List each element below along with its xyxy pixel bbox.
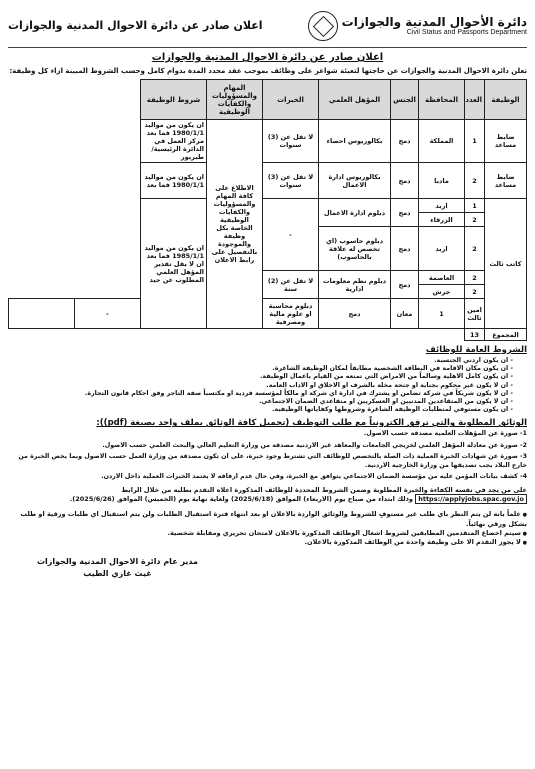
header-qualification: المؤهل العلمي: [319, 80, 391, 120]
header-experience: الخبرات: [263, 80, 319, 120]
advertisement-title: اعلان صادر عن دائرة الاحوال المدنية والجوازات: [151, 52, 384, 63]
apply-note-text: على من يجد في نفسه الكفاءة والخبرة المطلوبة وضمن الشروط المحددة للوظائف المذكورة اعلاه التقدم بطلبه من خلال الرابط: [121, 485, 527, 494]
header-governorate: المحافظة: [419, 80, 465, 120]
header-gender: الجنس: [391, 80, 419, 120]
cell-count: 1: [465, 120, 485, 163]
documents-list: [8, 430, 527, 482]
cell-experience: لا تقل عن (2) سنة: [263, 271, 319, 299]
list-item: ● علماً بانه لن يتم النظر باي طلب غير مستوفٍ للشروط والوثائق الواردة بالاعلان او بعد انتهاء فترة استقبال الطلبات ولن يتم استقبال اي طلبات ورقية او طلب بشكل ورقي نهائياً.: [8, 510, 527, 529]
header-duties: المهام والمسؤوليات والكفايات الوظيفية: [207, 80, 263, 120]
cell-duties: الاطلاع على كافة المهام والمسؤوليات والكفايات الوظيفية الخاصة بكل وظيفة والموجودة بالتفصيل على رابط الاعلان: [207, 120, 263, 329]
signature-name: غيث غازي الطيب: [83, 569, 152, 579]
department-logo: [308, 11, 527, 41]
cell-qualification: بكالوريوس احصاء: [319, 120, 391, 163]
total-value: 13: [465, 329, 485, 341]
table-row: [9, 271, 527, 285]
cell-governorate: معان: [391, 299, 419, 329]
table-row: [9, 120, 527, 163]
cell-qualification: بكالوريوس ادارة الاعمال: [319, 163, 391, 199]
cell-qualification: دبلوم ادارة الاعمال: [319, 199, 391, 227]
list-item: - ان يكون اردني الجنسية.: [8, 357, 513, 365]
cell-qualification: دبلوم حاسوب (اي تخصص له علاقة بالحاسوب): [319, 227, 391, 271]
cell-count: 2: [465, 227, 485, 271]
total-label: المجموع: [485, 329, 527, 341]
cell-gender: دمج: [391, 163, 419, 199]
cell-job: ضابط مساعد: [485, 120, 527, 163]
cell-experience: -: [263, 199, 319, 271]
page-header: [8, 4, 527, 48]
signature-block: [8, 556, 227, 580]
cell-conditions: [9, 299, 75, 329]
cell-count: 2: [465, 285, 485, 299]
list-item: 2- صورة عن معادلة المؤهل العلمي لخريجي الجامعات والمعاهد غير الاردنية مصدقة من وزارة التعليم العالي والبحث العلمي حسب الاصول.: [102, 441, 527, 449]
logo-arabic-name: دائرة الأحوال المدنية والجوازات: [341, 15, 527, 29]
cell-count: 2: [465, 163, 485, 199]
cell-job: كاتب ثالث: [485, 199, 527, 329]
cell-count: 1: [419, 299, 465, 329]
list-item: - ان لا يكون شريكاً في شركة تضامن او يشترك في ادارة اي شركة او مالكاً لمؤسسة فردية او مكتسباً صفة التاجر وفق احكام قانون التجارة.: [8, 390, 513, 398]
apply-link[interactable]: https://applyjobs.spac.gov.jo: [415, 494, 527, 504]
signature-title: مدير عام دائرة الاحوال المدنية والجوازات: [36, 557, 198, 567]
list-item: - ان يكون مستوفي لمتطلبات الوظيفة الشاغرة وشروطها وكفاياتها الوظيفية.: [8, 406, 513, 414]
list-item: ● لا يجوز التقدم الا على وظيفة واحدة من الوظائف المذكورة بالاعلان.: [8, 538, 527, 548]
table-row: [9, 163, 527, 199]
list-item: - ان لا يكون غير محكوم بجناية او جنحة مخلة بالشرف او الاخلاق او الاداب العامة.: [8, 382, 513, 390]
notes-list: [8, 510, 527, 548]
cell-conditions: ان يكون من مواليد 1980/1/1 فما بعد مركز العمل في الدائرة الرئيسية/ طبربور: [141, 120, 207, 163]
cell-count: 1: [465, 199, 485, 213]
cell-gender: دمج: [391, 120, 419, 163]
cell-gender: دمج: [391, 271, 419, 299]
cell-gender: دمج: [319, 299, 391, 329]
header-count: العدد: [465, 80, 485, 120]
general-conditions-title: الشروط العامة للوظائف: [425, 345, 527, 355]
header-title: اعلان صادر عن دائرة الاحوال المدنية والجوازات: [8, 19, 263, 32]
cell-governorate: اربد: [419, 227, 465, 271]
cell-qualification: دبلوم محاسبة او علوم مالية ومصرفية: [263, 299, 319, 329]
apply-note: [8, 486, 527, 504]
list-item: - ان يكون مكان الاقامة في البطاقة الشخصية مطابقاً لمكان الوظيفة الشاغرة.: [8, 365, 513, 373]
list-item: 4- كشف بيانات المؤمن عليه من مؤسسة الضمان الاجتماعي يتوافق مع الخبرة، وفي حال عدم ارفاقه لا يعتمد الخبرات العملية داخل الاردن.: [101, 473, 527, 481]
list-item: - ان يكون كامل الاهلية وسالماً من الامراض التي تمنعه من القيام باعمال الوظيفة.: [8, 373, 513, 381]
logo-english-name: Civil Status and Passports Department: [406, 29, 527, 36]
cell-experience: -: [75, 299, 141, 329]
list-item: - ان لا يكون من المتقاعدين المدنيين او العسكريين او متقاعدي الضمان الاجتماعي.: [8, 398, 513, 406]
cell-gender: دمج: [391, 227, 419, 271]
cell-conditions: ان يكون من مواليد 1980/1/1 فما بعد: [141, 163, 207, 199]
table-row: [9, 299, 527, 329]
cell-governorate: الزرقاء: [419, 213, 465, 227]
cell-experience: لا تقل عن (3) سنوات: [263, 163, 319, 199]
general-conditions-list: [8, 357, 527, 414]
cell-count: 2: [465, 271, 485, 285]
cell-qualification: دبلوم نظم معلومات ادارية: [319, 271, 391, 299]
header-conditions: شروط الوظيفة: [141, 80, 207, 120]
cell-governorate: اربد: [419, 199, 465, 213]
intro-paragraph: تعلن دائرة الاحوال المدنية والجوازات عن حاجتها لتعبئة شواغر على وظائف بموجب عقد محدد المدة بدوام كامل وحسب الشروط المبينة ازاء كل وظيفة:: [9, 67, 527, 75]
documents-title: الوثائق المطلوبة والتي ترفق الكترونياً مع طلب التوظيف (تحميل كافة الوثائق بملف واحد بصيغة (pdf)):: [96, 418, 527, 429]
list-item: 1- صورة عن المؤهلات العلمية مصدقة حسب الاصول.: [363, 430, 527, 438]
cell-conditions: ان يكون من مواليد 1985/1/1 فما بعد ان لا يقل تقدير المؤهل العلمي المطلوب عن جيد: [141, 199, 207, 329]
cell-governorate: مادبا: [419, 163, 465, 199]
jobs-table: [8, 79, 527, 341]
table-row: [9, 199, 527, 213]
emblem-icon: [308, 11, 338, 41]
cell-experience: لا تقل عن (3) سنوات: [263, 120, 319, 163]
cell-governorate: العاصمة: [419, 271, 465, 285]
list-item: 3- صورة عن شهادات الخبرة العملية ذات الصلة بالتخصص للوظائف التي تشترط وجود خبرة، على ان تكون مصدقة من وزارة العمل حسب الاصول وبما يخص الخبرة من خارج البلاد يجب تصديقها من وزارة الخارجية الاردنية.: [18, 453, 527, 469]
cell-job: ضابط مساعد: [485, 163, 527, 199]
cell-job: امين ثالث: [465, 299, 485, 329]
cell-gender: دمج: [391, 199, 419, 227]
table-header-row: [9, 80, 527, 120]
cell-governorate: المملكة: [419, 120, 465, 163]
apply-dates-text: وذلك ابتداء من صباح يوم (الاربعاء) الموافق (2025/6/18) ولغاية نهاية يوم (الخميس) الموافق (2025/6/26).: [69, 494, 413, 503]
list-item: ● سيتم اخضاع المتقدمين المطابقين لشروط اشغال الوظائف المذكورة بالاعلان لامتحان تحريري ومقابلة شخصية.: [8, 529, 527, 539]
cell-count: 2: [465, 213, 485, 227]
header-job: الوظيفة: [485, 80, 527, 120]
cell-governorate: جرش: [419, 285, 465, 299]
total-row: [9, 329, 527, 341]
